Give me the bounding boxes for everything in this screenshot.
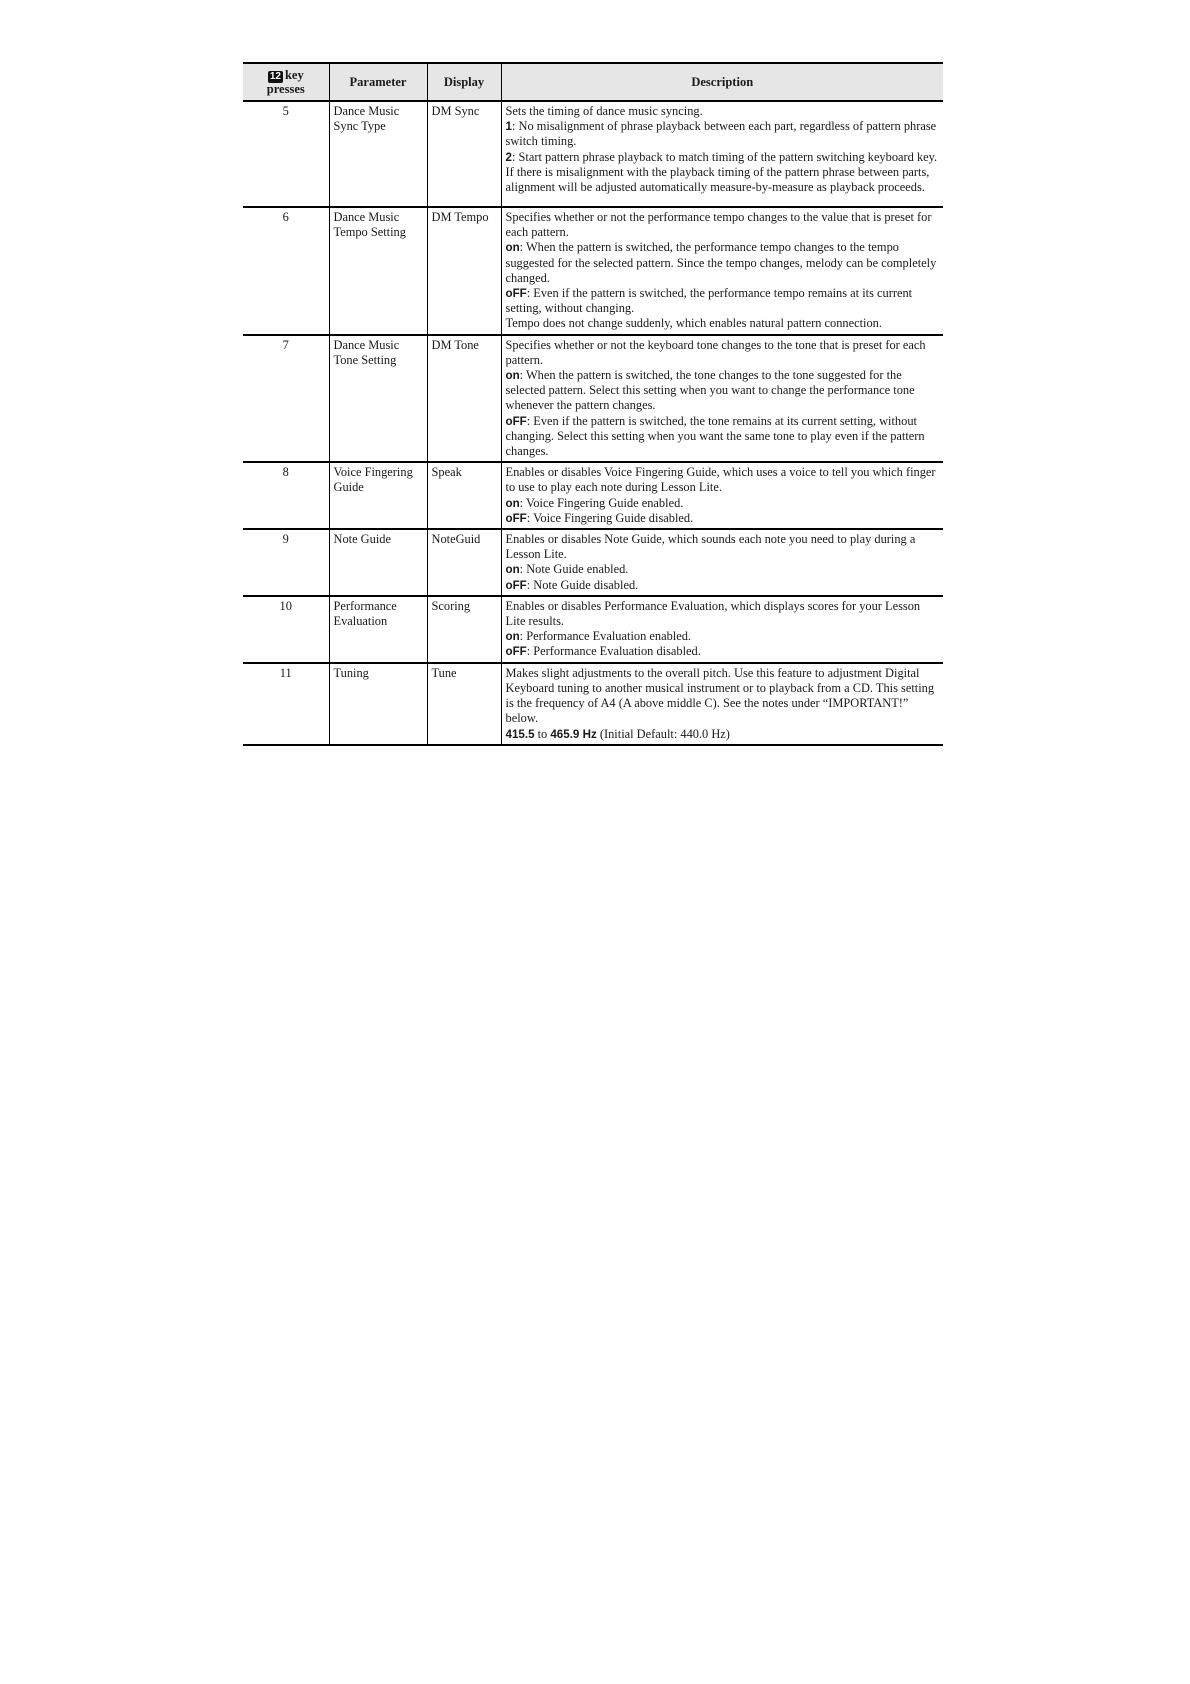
option-label: on [505, 241, 520, 255]
option-line [506, 150, 940, 196]
option-label: 2 [505, 150, 512, 164]
key-number-badge: 12 [269, 70, 281, 82]
option-text: : Even if the pattern is switched, the tone remains at its current setting, without changing. Select this setting when you want the same tone to play even if the pattern changes. [505, 413, 925, 459]
table-header-row [243, 63, 943, 101]
range-min: 415.5 [505, 727, 535, 741]
option-text: : When the pattern is switched, the tone changes to the tone suggested for the selected pattern. Select this setting when you want to change the performance tone whenever the pattern changes. [505, 368, 915, 413]
range-max: 465.9 Hz [550, 727, 597, 741]
option-text: : Performance Evaluation enabled. [519, 629, 692, 644]
option-text: : Start pattern phrase playback to match timing of the pattern switching keyboard key. If there is misalignment with the playback timing of the pattern phrase between parts, alignment will be adjusted automatically measure-by-measure as playback proceeds. [505, 149, 938, 195]
table-row [243, 335, 943, 463]
header-presses-label: presses [266, 81, 305, 96]
display-name: Speak [427, 462, 501, 529]
table-row [243, 101, 943, 207]
option-label: oFF [505, 511, 527, 525]
display-name: Scoring [427, 596, 501, 663]
settings-table-page [243, 62, 943, 746]
option-label: on [505, 496, 520, 510]
key-press-count: 9 [282, 532, 289, 547]
option-text: : Performance Evaluation disabled. [526, 644, 701, 659]
table-row [243, 596, 943, 663]
header-display: Display [427, 63, 501, 101]
option-label: oFF [505, 287, 527, 301]
option-line [506, 496, 940, 511]
display-name: DM Tone [427, 335, 501, 463]
parameter-name: Tuning [329, 663, 427, 745]
description-cell [501, 529, 943, 596]
option-label: on [505, 563, 520, 577]
display-name: Tune [427, 663, 501, 745]
option-text: : When the pattern is switched, the performance tempo changes to the tempo suggested for the selected pattern. Since the tempo changes, melody can be completely changed. [505, 240, 937, 285]
settings-table [243, 62, 943, 746]
option-text: : Note Guide disabled. [526, 577, 639, 592]
option-line [506, 286, 940, 316]
description-note: Tempo does not change suddenly, which enables natural pattern connection. [505, 316, 882, 331]
key-press-count: 6 [282, 210, 289, 224]
tuning-range-line [506, 727, 940, 742]
description-intro: Specifies whether or not the performance tempo changes to the value that is preset for each pattern. [505, 210, 932, 240]
option-line [506, 578, 940, 593]
table-row [243, 529, 943, 596]
key-press-count: 8 [282, 465, 289, 480]
parameter-name: Note Guide [329, 529, 427, 596]
option-label: oFF [505, 645, 527, 659]
display-name: DM Sync [427, 101, 501, 207]
description-cell [501, 663, 943, 745]
parameter-name: Voice Fingering Guide [329, 462, 427, 529]
option-line [506, 644, 940, 659]
option-text: : No misalignment of phrase playback between each part, regardless of pattern phrase switch timing. [505, 119, 937, 149]
description-intro: Specifies whether or not the keyboard tone changes to the tone that is preset for each pattern. [505, 337, 926, 367]
description-intro: Enables or disables Performance Evaluation, which displays scores for your Lesson Lite results. [505, 598, 921, 629]
description-intro: Sets the timing of dance music syncing. [505, 104, 703, 118]
option-text: : Voice Fingering Guide disabled. [526, 510, 694, 525]
table-row [243, 207, 943, 335]
option-line [506, 119, 940, 149]
parameter-name: Dance Music Tone Setting [329, 335, 427, 463]
option-label: oFF [505, 414, 527, 428]
option-text: : Voice Fingering Guide enabled. [519, 495, 684, 510]
option-label: on [505, 369, 520, 383]
option-label: 1 [505, 120, 512, 134]
header-key-label: key [284, 67, 304, 82]
description-intro: Makes slight adjustments to the overall pitch. Use this feature to adjustment Digital Keyboard tuning to another musical instrument or to playback from a CD. This setting is the frequency of A4 (A above middle C). See the notes under “IMPORTANT!” below. [505, 665, 935, 726]
description-cell [501, 207, 943, 335]
header-key-presses [243, 63, 329, 101]
display-name: NoteGuid [427, 529, 501, 596]
parameter-name: Dance Music Sync Type [329, 101, 427, 207]
display-name: DM Tempo [427, 207, 501, 335]
description-cell [501, 101, 943, 207]
key-press-count: 11 [279, 665, 292, 680]
description-intro: Enables or disables Note Guide, which sounds each note you need to play during a Lesson Lite. [505, 532, 916, 562]
range-to: to [534, 726, 551, 741]
header-parameter: Parameter [329, 63, 427, 101]
option-line [506, 368, 940, 414]
option-label: oFF [505, 578, 527, 592]
option-line [506, 240, 940, 286]
option-line [506, 511, 940, 526]
table-row [243, 663, 943, 745]
option-text: : Even if the pattern is switched, the performance tempo remains at its current setting, without changing. [505, 286, 913, 316]
option-line [506, 414, 940, 460]
option-text: : Note Guide enabled. [519, 562, 629, 577]
key-press-count: 5 [282, 104, 289, 118]
description-intro: Enables or disables Voice Fingering Guide, which uses a voice to tell you which finger to use to play each note during Lesson Lite. [505, 465, 936, 495]
range-default: (Initial Default: 440.0 Hz) [596, 726, 730, 741]
option-line [506, 629, 940, 644]
key-press-count: 7 [282, 337, 289, 352]
header-description: Description [501, 63, 943, 101]
description-cell [501, 462, 943, 529]
parameter-name: Performance Evaluation [329, 596, 427, 663]
key-press-count: 10 [279, 598, 292, 613]
table-row [243, 462, 943, 529]
option-label: on [505, 630, 520, 644]
description-cell [501, 596, 943, 663]
parameter-name: Dance Music Tempo Setting [329, 207, 427, 335]
description-cell [501, 335, 943, 463]
option-line [506, 562, 940, 577]
